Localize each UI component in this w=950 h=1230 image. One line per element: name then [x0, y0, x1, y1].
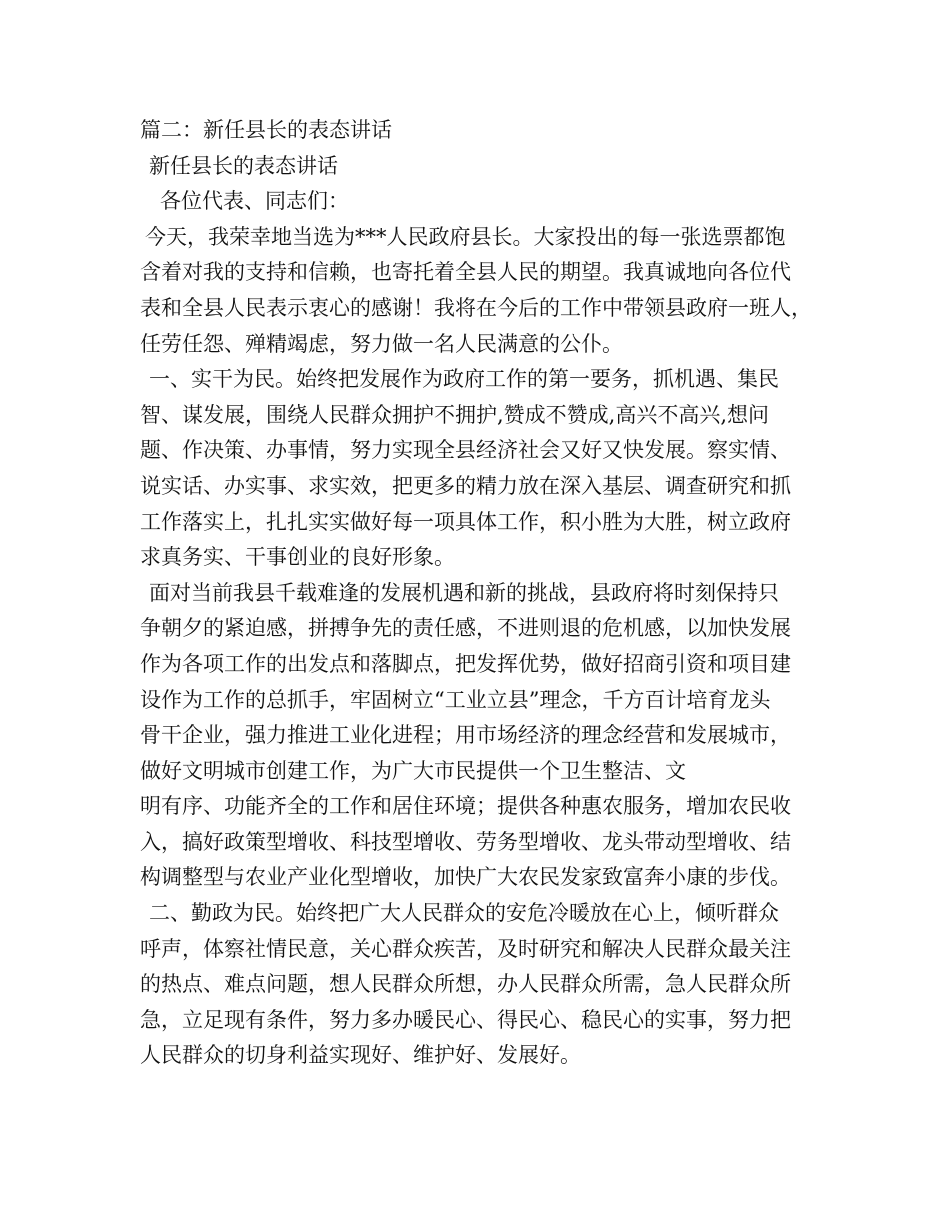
paragraph-line: 工作落实上，扎扎实实做好每一项具体工作，积小胜为大胜，树立政府: [140, 509, 791, 534]
paragraph-line: 今天，我荣幸地当选为***人民政府县长。大家投出的每一张选票都饱: [145, 224, 786, 249]
paragraph-line: 构调整型与农业产业化型增收，加快广大农民发家致富奔小康的步伐。: [140, 865, 791, 890]
paragraph-line: 题、作决策、办事情，努力实现全县经济社会又好又快发展。察实情、: [140, 438, 791, 463]
paragraph-line: 表和全县人民表示衷心的感谢！我将在今后的工作中带领县政府一班人，: [140, 295, 812, 320]
document-subheading: 新任县长的表态讲话: [149, 153, 338, 178]
paragraph-line: 明有序、功能齐全的工作和居住环境；提供各种惠农服务，增加农民收: [140, 794, 791, 819]
paragraph-line: 智、谋发展，围绕人民群众拥护不拥护,赞成不赞成,高兴不高兴,想问: [140, 402, 770, 427]
paragraph-line: 做好文明城市创建工作，为广大市民提供一个卫生整洁、文: [140, 758, 686, 783]
paragraph-line: 求真务实、干事创业的良好形象。: [140, 545, 455, 570]
paragraph-line: 呼声，体察社情民意，关心群众疾苦，及时研究和解决人民群众最关注: [140, 936, 791, 961]
paragraph-line: 人民群众的切身利益实现好、维护好、发展好。: [140, 1043, 581, 1068]
paragraph-line: 一、实干为民。始终把发展作为政府工作的第一要务，抓机遇、集民: [149, 367, 779, 392]
paragraph-line: 骨干企业，强力推进工业化进程；用市场经济的理念经营和发展城市，: [140, 723, 791, 748]
paragraph-line: 的热点、难点问题，想人民群众所想，办人民群众所需，急人民群众所: [140, 972, 791, 997]
salutation-line: 各位代表、同志们：: [160, 189, 349, 214]
document-heading: 篇二：新任县长的表态讲话: [140, 118, 392, 142]
paragraph-line: 作为各项工作的出发点和落脚点，把发挥优势，做好招商引资和项目建: [140, 651, 791, 676]
paragraph-line: 设作为工作的总抓手，牢固树立“工业立县”理念，千方百计培育龙头: [140, 687, 771, 712]
document-body: [140, 113, 830, 1074]
paragraph-line: 说实话、办实事、求实效，把更多的精力放在深入基层、调查研究和抓: [140, 473, 791, 498]
paragraph-line: 入，搞好政策型增收、科技型增收、劳务型增收、龙头带动型增收、结: [140, 829, 791, 854]
paragraph-line: 二、勤政为民。始终把广大人民群众的安危冷暖放在心上，倾听群众: [149, 901, 779, 926]
paragraph-line: 任劳任怨、殚精竭虑，努力做一名人民满意的公仆。: [140, 331, 623, 356]
paragraph-line: 争朝夕的紧迫感，拼搏争先的责任感，不进则退的危机感，以加快发展: [140, 616, 791, 641]
paragraph-line: 急，立足现有条件，努力多办暖民心、得民心、稳民心的实事，努力把: [140, 1007, 791, 1032]
paragraph-line: 含着对我的支持和信赖，也寄托着全县人民的期望。我真诚地向各位代: [140, 260, 791, 285]
paragraph-line: 面对当前我县千载难逢的发展机遇和新的挑战，县政府将时刻保持只: [149, 580, 779, 605]
